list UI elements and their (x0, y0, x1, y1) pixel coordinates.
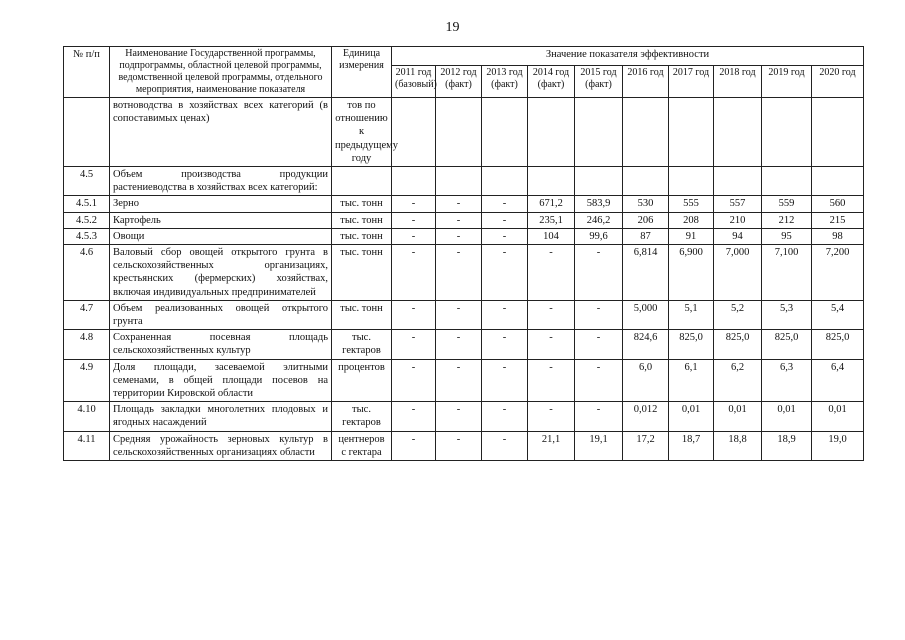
row-value: 98 (812, 228, 864, 244)
row-name: Средняя урожайность зерновых культур в сельскохозяйственных организациях области (110, 431, 332, 460)
row-value: - (528, 402, 575, 431)
row-value (392, 98, 436, 167)
row-num: 4.6 (64, 245, 110, 301)
row-value: 0,012 (623, 402, 669, 431)
row-value: 99,6 (575, 228, 623, 244)
row-value (762, 167, 812, 196)
row-value: - (575, 245, 623, 301)
row-value: 206 (623, 212, 669, 228)
row-value: - (436, 245, 482, 301)
row-value: - (482, 431, 528, 460)
row-value: - (482, 402, 528, 431)
row-unit: тыс. тонн (332, 245, 392, 301)
indicators-table (63, 46, 864, 461)
row-value: 5,1 (669, 300, 714, 329)
row-value: - (482, 228, 528, 244)
row-value (436, 98, 482, 167)
row-value: - (436, 359, 482, 402)
row-value (714, 98, 762, 167)
header-year-7: 2018 год (714, 66, 762, 98)
row-value (669, 98, 714, 167)
row-name: Площадь закладки многолетних плодовых и ягодных насаждений (110, 402, 332, 431)
row-unit: тыс. тонн (332, 228, 392, 244)
row-value: 560 (812, 196, 864, 212)
row-name: Объем реализованных овощей открытого грунта (110, 300, 332, 329)
table-row (64, 431, 864, 460)
row-name: Сохраненная посевная площадь сельскохозяйственных культур (110, 330, 332, 359)
header-year-4: 2015 год (факт) (575, 66, 623, 98)
row-value: 0,01 (812, 402, 864, 431)
row-value (528, 98, 575, 167)
row-num (64, 98, 110, 167)
row-value (575, 167, 623, 196)
row-value: 671,2 (528, 196, 575, 212)
row-num: 4.10 (64, 402, 110, 431)
row-value: 7,000 (714, 245, 762, 301)
row-name: Овощи (110, 228, 332, 244)
row-value: - (575, 359, 623, 402)
row-value: 559 (762, 196, 812, 212)
row-value (714, 167, 762, 196)
row-num: 4.5.2 (64, 212, 110, 228)
row-value: - (436, 431, 482, 460)
row-value: 5,3 (762, 300, 812, 329)
row-value (482, 167, 528, 196)
row-value: - (392, 300, 436, 329)
header-year-2: 2013 год (факт) (482, 66, 528, 98)
row-unit: тыс. тонн (332, 300, 392, 329)
row-num: 4.7 (64, 300, 110, 329)
row-value: - (436, 402, 482, 431)
row-value: - (575, 402, 623, 431)
row-value: 0,01 (714, 402, 762, 431)
row-value: 7,100 (762, 245, 812, 301)
row-value: 0,01 (762, 402, 812, 431)
row-value (528, 167, 575, 196)
row-value: 104 (528, 228, 575, 244)
row-value: 0,01 (669, 402, 714, 431)
row-num: 4.5.1 (64, 196, 110, 212)
row-value: - (482, 359, 528, 402)
row-unit: тыс. гектаров (332, 330, 392, 359)
row-value (669, 167, 714, 196)
row-value: - (392, 402, 436, 431)
row-value: 583,9 (575, 196, 623, 212)
row-name: Доля площади, засеваемой элитными семенами, в общей площади посевов на территории Кировской области (110, 359, 332, 402)
header-year-0: 2011 год (базовый) (392, 66, 436, 98)
row-value: 235,1 (528, 212, 575, 228)
row-value: 18,9 (762, 431, 812, 460)
row-value: 19,1 (575, 431, 623, 460)
row-value: 557 (714, 196, 762, 212)
table-row (64, 98, 864, 167)
row-name: Картофель (110, 212, 332, 228)
row-value (812, 167, 864, 196)
row-value: - (482, 300, 528, 329)
row-value: 208 (669, 212, 714, 228)
row-value: 95 (762, 228, 812, 244)
table-header-row (64, 47, 864, 66)
row-value: 17,2 (623, 431, 669, 460)
row-value (762, 98, 812, 167)
row-unit (332, 167, 392, 196)
header-unit: Единица измерения (332, 47, 392, 98)
row-name: Объем производства продукции растениеводства в хозяйствах всех категорий: (110, 167, 332, 196)
row-name: вотноводства в хозяйствах всех категорий (в сопоставимых ценах) (110, 98, 332, 167)
table-row (64, 167, 864, 196)
row-value: - (392, 212, 436, 228)
row-value: 6,1 (669, 359, 714, 402)
row-value: 825,0 (714, 330, 762, 359)
row-value (482, 98, 528, 167)
table-body (64, 98, 864, 461)
table-row (64, 245, 864, 301)
header-year-3: 2014 год (факт) (528, 66, 575, 98)
row-value: - (392, 196, 436, 212)
row-value: 824,6 (623, 330, 669, 359)
header-year-6: 2017 год (669, 66, 714, 98)
table-row (64, 212, 864, 228)
row-value: - (528, 245, 575, 301)
row-value: 87 (623, 228, 669, 244)
row-num: 4.9 (64, 359, 110, 402)
row-num: 4.5.3 (64, 228, 110, 244)
row-value: - (528, 330, 575, 359)
row-value: - (392, 228, 436, 244)
row-value: 212 (762, 212, 812, 228)
page-number: 19 (445, 20, 460, 35)
row-value (575, 98, 623, 167)
row-value: 5,000 (623, 300, 669, 329)
row-value: - (528, 359, 575, 402)
row-name: Зерно (110, 196, 332, 212)
row-value: 91 (669, 228, 714, 244)
row-value: 246,2 (575, 212, 623, 228)
table-row (64, 300, 864, 329)
row-value: - (436, 300, 482, 329)
row-value: - (436, 212, 482, 228)
row-value: 5,4 (812, 300, 864, 329)
row-value: 6,900 (669, 245, 714, 301)
row-value (623, 167, 669, 196)
row-value: 6,4 (812, 359, 864, 402)
row-unit: процентов (332, 359, 392, 402)
header-year-9: 2020 год (812, 66, 864, 98)
table-row (64, 359, 864, 402)
row-value: - (482, 196, 528, 212)
row-unit: тыс. гектаров (332, 402, 392, 431)
table-row (64, 196, 864, 212)
row-value: - (575, 330, 623, 359)
row-value: 6,2 (714, 359, 762, 402)
row-value: 210 (714, 212, 762, 228)
row-value: 6,814 (623, 245, 669, 301)
row-value: 555 (669, 196, 714, 212)
header-values-title: Значение показателя эффективности (392, 47, 864, 66)
row-value: - (392, 330, 436, 359)
row-value: - (482, 212, 528, 228)
row-value: 825,0 (812, 330, 864, 359)
row-value: 6,3 (762, 359, 812, 402)
row-value: - (392, 431, 436, 460)
row-value: 18,8 (714, 431, 762, 460)
row-value: 825,0 (669, 330, 714, 359)
row-num: 4.11 (64, 431, 110, 460)
row-value: - (436, 330, 482, 359)
row-value: 19,0 (812, 431, 864, 460)
row-value: - (575, 300, 623, 329)
row-num: 4.5 (64, 167, 110, 196)
row-value (436, 167, 482, 196)
row-unit: тыс. тонн (332, 196, 392, 212)
row-value: - (392, 359, 436, 402)
row-value: - (392, 245, 436, 301)
table-row (64, 330, 864, 359)
header-name: Наименование Государственной программы, подпрограммы, областной целевой программы, ведомственной целевой программы, отдельного мероприятия, наименование показателя (110, 47, 332, 98)
row-unit: тыс. тонн (332, 212, 392, 228)
header-year-8: 2019 год (762, 66, 812, 98)
row-num: 4.8 (64, 330, 110, 359)
row-value (623, 98, 669, 167)
header-num: № п/п (64, 47, 110, 98)
row-value: 18,7 (669, 431, 714, 460)
row-value: 21,1 (528, 431, 575, 460)
row-value: 5,2 (714, 300, 762, 329)
row-value: 7,200 (812, 245, 864, 301)
row-value: - (482, 245, 528, 301)
row-name: Валовый сбор овощей открытого грунта в сельскохозяйственных организациях, крестьянских (фермерских) хозяйствах, включая индивидуальных предпринимателей (110, 245, 332, 301)
row-value: 825,0 (762, 330, 812, 359)
row-value: - (482, 330, 528, 359)
header-year-5: 2016 год (623, 66, 669, 98)
header-year-1: 2012 год (факт) (436, 66, 482, 98)
row-value: - (528, 300, 575, 329)
row-value: 215 (812, 212, 864, 228)
row-value: 530 (623, 196, 669, 212)
row-value (812, 98, 864, 167)
row-value: - (436, 196, 482, 212)
row-value (392, 167, 436, 196)
row-value: 94 (714, 228, 762, 244)
table-row (64, 228, 864, 244)
table-row (64, 402, 864, 431)
row-value: 6,0 (623, 359, 669, 402)
row-value: - (436, 228, 482, 244)
row-unit: центнеров с гектара (332, 431, 392, 460)
row-unit: тов по отношению к предыдущему году (332, 98, 392, 167)
